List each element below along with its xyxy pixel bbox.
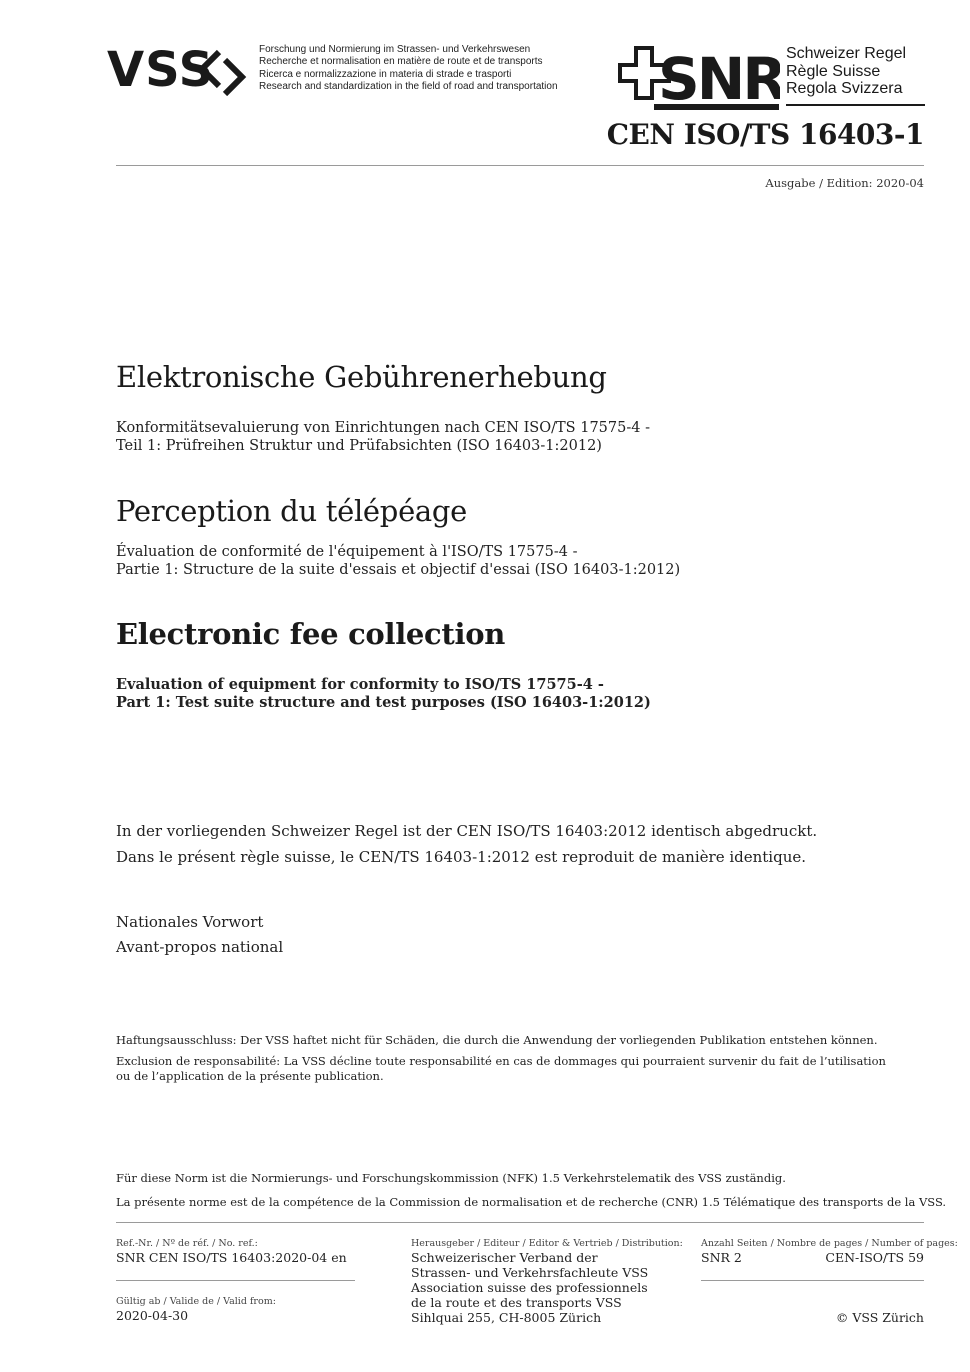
ref-divider <box>116 1280 355 1281</box>
vss-tagline-line: Forschung und Normierung im Strassen- und Verkehrswesen <box>259 44 531 55</box>
vss-tagline-line: Ricerca e normalizzazione in materia di strade e trasporti <box>259 68 512 80</box>
disclaimer-de: Haftungsausschluss: Der VSS haftet nicht für Schäden, die durch die Anwendung der vorliegenden Publikation entstehen können. <box>116 1033 878 1047</box>
pages-cen: CEN-ISO/TS 59 <box>825 1250 924 1265</box>
subtitle-de-line: Teil 1: Prüfreihen Struktur und Prüfabsichten (ISO 16403-1:2012) <box>116 438 602 454</box>
footer-divider <box>116 1222 924 1223</box>
competence-fr: La présente norme est de la compétence de la Commission de normalisation et de recherche (CNR) 1.5 Télématique des transports de la VSS. <box>116 1195 947 1209</box>
subtitle-fr <box>116 543 680 579</box>
vss-tagline-line: Recherche et normalisation en matière de route et de transports <box>259 56 543 68</box>
snr-word-de: Schweizer Regel <box>786 45 907 62</box>
publisher-address <box>411 1250 648 1325</box>
snr-word-fr: Règle Suisse <box>786 62 881 80</box>
disclaimer-fr-line: ou de l’application de la présente publication. <box>116 1069 384 1083</box>
snr-word-it: Regola Svizzera <box>786 80 903 97</box>
publisher-line: Sihlquai 255, CH-8005 Zürich <box>411 1310 602 1325</box>
subtitle-fr-line: Évaluation de conformité de l'équipement à l'ISO/TS 17575-4 - <box>116 544 578 560</box>
subtitle-de <box>116 419 650 455</box>
foreword-de: Nationales Vorwort <box>116 913 264 931</box>
ref-value: SNR CEN ISO/TS 16403:2020-04 en <box>116 1250 347 1265</box>
snr-underline <box>786 104 925 106</box>
publisher-line: Schweizerischer Verband der <box>411 1250 598 1265</box>
statement-fr: Dans le présent règle suisse, le CEN/TS 16403-1:2012 est reproduit de manière identique. <box>116 848 807 866</box>
competence-de: Für diese Norm ist die Normierungs- und Forschungskommission (NFK) 1.5 Verkehrstelematik des VSS zuständig. <box>116 1171 786 1185</box>
vss-logo-text: VSS <box>107 44 215 96</box>
disclaimer-fr <box>116 1054 886 1084</box>
statement-de: In der vorliegenden Schweizer Regel ist der CEN ISO/TS 16403:2012 identisch abgedruckt. <box>116 822 818 840</box>
snr-logo-text: SNR <box>658 45 780 111</box>
publisher-label: Herausgeber / Editeur / Editor & Vertrieb / Distribution: <box>411 1238 683 1249</box>
title-de: Elektronische Gebührenerhebung <box>116 360 607 394</box>
pages-snr: SNR 2 <box>701 1250 742 1265</box>
title-fr: Perception du télépéage <box>116 494 468 528</box>
pages-divider <box>701 1280 924 1281</box>
header-divider <box>116 165 924 166</box>
edition-label: Ausgabe / Edition: 2020-04 <box>765 176 924 190</box>
vss-tagline <box>259 44 558 93</box>
disclaimer-fr-line: Exclusion de responsabilité: La VSS décline toute responsabilité en cas de dommages qui pourraient survenir du fait de l’utilisation <box>116 1054 886 1068</box>
publisher-line: Strassen- und Verkehrsfachleute VSS <box>411 1265 649 1280</box>
vss-logo <box>107 44 252 96</box>
vss-tagline-line: Research and standardization in the field of road and transportation <box>259 80 558 92</box>
foreword-fr: Avant-propos national <box>116 938 284 956</box>
copyright: © VSS Zürich <box>835 1310 924 1325</box>
document-code: CEN ISO/TS 16403-1 <box>606 118 924 151</box>
subtitle-en-line: Evaluation of equipment for conformity to ISO/TS 17575-4 - <box>116 676 604 693</box>
snr-words <box>786 45 906 98</box>
subtitle-fr-line: Partie 1: Structure de la suite d'essais et objectif d'essai (ISO 16403-1:2012) <box>116 562 681 578</box>
snr-logo <box>618 45 780 111</box>
subtitle-en-line: Part 1: Test suite structure and test purposes (ISO 16403-1:2012) <box>116 694 651 711</box>
subtitle-de-line: Konformitätsevaluierung von Einrichtungen nach CEN ISO/TS 17575-4 - <box>116 420 650 436</box>
ref-label: Ref.-Nr. / Nº de réf. / No. ref.: <box>116 1238 258 1249</box>
valid-label: Gültig ab / Valide de / Valid from: <box>116 1296 276 1307</box>
publisher-line: Association suisse des professionnels <box>411 1280 648 1295</box>
publisher-line: de la route et des transports VSS <box>411 1295 622 1310</box>
title-en: Electronic fee collection <box>116 617 506 651</box>
valid-value: 2020-04-30 <box>116 1308 189 1323</box>
pages-label: Anzahl Seiten / Nombre de pages / Number of pages: <box>701 1238 958 1249</box>
subtitle-en <box>116 676 651 712</box>
